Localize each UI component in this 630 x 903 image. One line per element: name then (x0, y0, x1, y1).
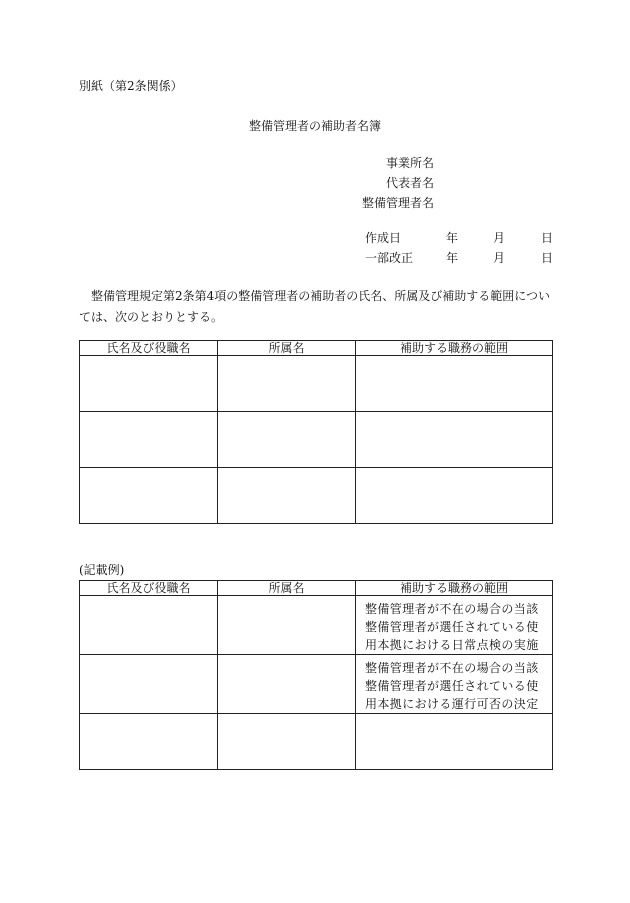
cell-text (218, 596, 355, 600)
cell-text (356, 468, 552, 472)
column-header-name: 氏名及び役職名 (80, 581, 218, 596)
table-row (80, 714, 553, 770)
example-label: (記載例) (79, 563, 125, 577)
cell-text: 整備管理者が不在の場合の当該整備管理者が選任されている使用本拠における日常点検の実施 (365, 602, 539, 652)
table-cell (356, 412, 553, 468)
cell-text (356, 714, 552, 718)
column-header-department: 所属名 (218, 341, 356, 356)
created-date-label: 作成日 (365, 231, 402, 245)
revised-month-label: 月 (493, 251, 506, 265)
column-header-duty-scope: 補助する職務の範囲 (356, 341, 553, 356)
table-cell (80, 655, 218, 714)
table-cell (218, 655, 356, 714)
cell-text (356, 412, 552, 416)
revised-date-label: 一部改正 (365, 251, 414, 265)
created-year-label: 年 (446, 231, 459, 245)
cell-text: 整備管理者が不在の場合の当該整備管理者が選任されている使用本拠における運行可否の決定 (365, 661, 539, 711)
table-cell (218, 356, 356, 412)
table-row (80, 356, 553, 412)
page-title: 整備管理者の補助者名簿 (248, 119, 381, 133)
table-cell (356, 714, 553, 770)
table-cell (80, 468, 218, 524)
table-cell (218, 412, 356, 468)
cell-text (218, 714, 355, 718)
revised-day-label: 日 (541, 251, 554, 265)
annex-label: 別紙（第2条関係） (79, 79, 183, 93)
table-row (80, 468, 553, 524)
cell-text (80, 356, 217, 360)
table-header-row (80, 341, 553, 356)
table-row (80, 596, 553, 655)
cell-text (80, 714, 217, 718)
created-day-label: 日 (541, 231, 554, 245)
table-cell (80, 596, 218, 655)
table-cell (80, 714, 218, 770)
cell-text (218, 412, 355, 416)
column-header-duty-scope: 補助する職務の範囲 (356, 581, 553, 596)
cell-text (80, 596, 217, 600)
intro-paragraph: 整備管理規定第2条第4項の整備管理者の補助者の氏名、所属及び補助する範囲については、次のとおりとする。 (79, 289, 551, 324)
example-table (79, 580, 553, 770)
table-row (80, 412, 553, 468)
cell-text (218, 356, 355, 360)
table-cell (356, 356, 553, 412)
assistant-table (79, 340, 553, 524)
table-cell (218, 714, 356, 770)
table-cell (356, 596, 553, 655)
column-header-name: 氏名及び役職名 (80, 341, 218, 356)
representative-name-label: 代表者名 (385, 176, 434, 190)
revised-year-label: 年 (446, 251, 459, 265)
table-row (80, 655, 553, 714)
table-cell (218, 468, 356, 524)
table-cell (80, 412, 218, 468)
table-cell (80, 356, 218, 412)
cell-text (218, 655, 355, 659)
cell-text (356, 356, 552, 360)
cell-text (80, 655, 217, 659)
table-header-row (80, 581, 553, 596)
cell-text (80, 412, 217, 416)
office-name-label: 事業所名 (385, 156, 434, 170)
table-cell (218, 596, 356, 655)
column-header-department: 所属名 (218, 581, 356, 596)
cell-text (80, 468, 217, 472)
cell-text (218, 468, 355, 472)
table-cell (356, 468, 553, 524)
table-cell (356, 655, 553, 714)
created-month-label: 月 (493, 231, 506, 245)
manager-name-label: 整備管理者名 (361, 196, 434, 210)
